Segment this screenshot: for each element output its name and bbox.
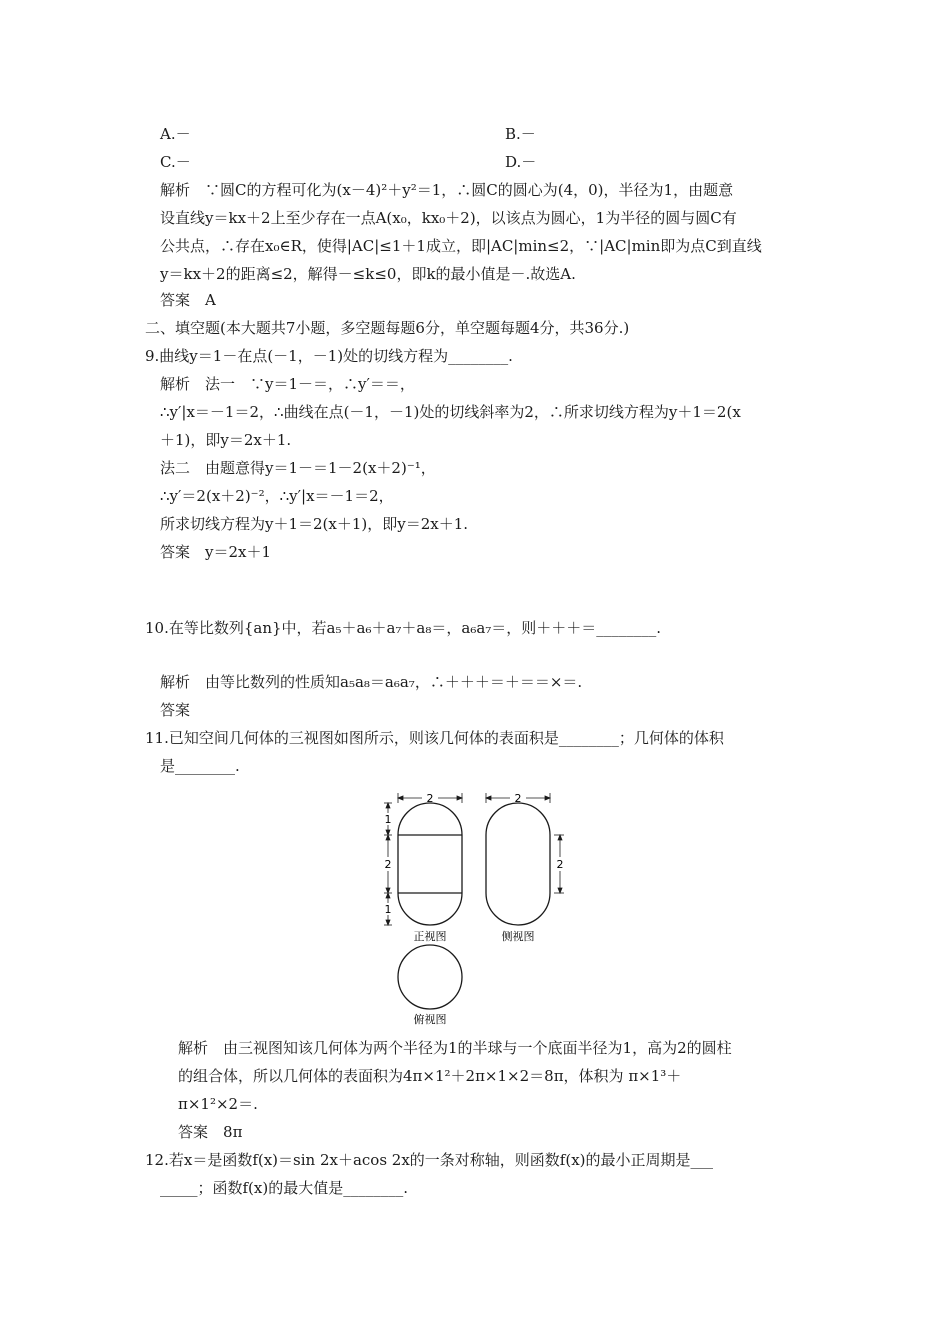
q8-analysis-line-4: y＝kx＋2的距离≤2，解得－≤k≤0，即k的最小值是－.故选A. <box>160 265 576 283</box>
answer-label: 答案 <box>160 291 191 309</box>
option-d: D.－ <box>505 153 537 171</box>
label-front-view: 正视图 <box>413 930 447 943</box>
option-b: B.－ <box>505 125 536 143</box>
dim-side-body: 2 <box>556 858 564 871</box>
q11-stem-line-2: 是________. <box>160 757 240 775</box>
q9-line-1: 解析 法一 ∵y＝1－＝，∴y′＝＝， <box>160 375 415 393</box>
answer-value: y＝2x＋1 <box>205 543 272 561</box>
q11-answer <box>178 1122 242 1142</box>
q11-line-2: 的组合体，所以几何体的表面积为4π×1²＋2π×1×2＝8π，体积为 π×1³＋ <box>178 1067 682 1085</box>
label-top-view: 俯视图 <box>413 1013 447 1026</box>
q11-line-3: π×1²×2＝. <box>178 1095 258 1113</box>
q8-analysis-line-3: 公共点，∴存在x₀∈R，使得|AC|≤1＋1成立，即|AC|min≤2，∵|AC|min即为点C到直线 <box>160 237 762 255</box>
section-heading: 二、填空题(本大题共7小题，多空题每题6分，单空题每题4分，共36分.) <box>145 319 630 337</box>
q8-answer <box>160 290 216 310</box>
answer-label: 答案 <box>160 543 191 561</box>
q9-line-2: ∴y′|x＝－1＝2，∴曲线在点(－1，－1)处的切线斜率为2，∴所求切线方程为y＋1＝2(x <box>160 403 741 421</box>
option-a: A.－ <box>160 125 191 143</box>
option-c: C.－ <box>160 153 191 171</box>
analysis-text: ∵圆C的方程可化为(x－4)²＋y²＝1，∴圆C的圆心为(4，0)，半径为1，由题意 <box>205 181 734 199</box>
q9-answer <box>160 542 271 562</box>
dim-front-width: 2 <box>426 792 434 805</box>
dim-front-cap-bottom: 1 <box>384 903 392 916</box>
q8-analysis-line-1 <box>160 180 733 200</box>
q9-line-6: 所求切线方程为y＋1＝2(x＋1)，即y＝2x＋1. <box>160 515 469 533</box>
dim-front-cap-top: 1 <box>384 813 392 826</box>
q12-line-2: _____；函数f(x)的最大值是________. <box>160 1179 408 1197</box>
q10-line-1: 解析 由等比数列的性质知a₅a₈＝a₆a₇，∴＋＋＋＝＋＝＝×＝. <box>160 673 583 691</box>
q9-stem: 9.曲线y＝1－在点(－1，－1)处的切线方程为________. <box>145 347 513 365</box>
dim-front-body: 2 <box>384 858 392 871</box>
q11-line-1: 解析 由三视图知该几何体为两个半径为1的半球与一个底面半径为1，高为2的圆柱 <box>178 1039 732 1057</box>
label-side-view: 侧视图 <box>501 930 535 943</box>
answer-value: A <box>205 291 216 309</box>
top-view-circle <box>398 945 462 1009</box>
analysis-label: 解析 <box>160 181 191 199</box>
three-view-figure <box>370 787 580 1027</box>
q8-analysis-line-2: 设直线y＝kx＋2上至少存在一点A(x₀，kx₀＋2)，以该点为圆心，1为半径的圆与圆C有 <box>160 209 737 227</box>
answer-value: 8π <box>223 1123 243 1141</box>
q11-stem-line-1: 11.已知空间几何体的三视图如图所示，则该几何体的表面积是________；几何体的体积 <box>145 729 724 747</box>
three-view-drawing <box>370 787 580 1027</box>
q12-line-1: 12.若x＝是函数f(x)＝sin 2x＋acos 2x的一条对称轴，则函数f(x)的最小正周期是___ <box>145 1151 714 1169</box>
answer-label: 答案 <box>178 1123 209 1141</box>
front-view-shape <box>398 803 462 925</box>
q10-answer: 答案 <box>160 701 191 719</box>
side-view-shape <box>486 803 550 925</box>
dim-side-width: 2 <box>514 792 522 805</box>
q9-line-4: 法二 由题意得y＝1－＝1－2(x＋2)⁻¹， <box>160 459 436 477</box>
q9-line-5: ∴y′＝2(x＋2)⁻²，∴y′|x＝－1＝2， <box>160 487 394 505</box>
q9-line-3: ＋1)，即y＝2x＋1. <box>160 431 292 449</box>
q10-stem: 10.在等比数列{an}中，若a₅＋a₆＋a₇＋a₈＝，a₆a₇＝，则＋＋＋＝________. <box>145 619 662 637</box>
